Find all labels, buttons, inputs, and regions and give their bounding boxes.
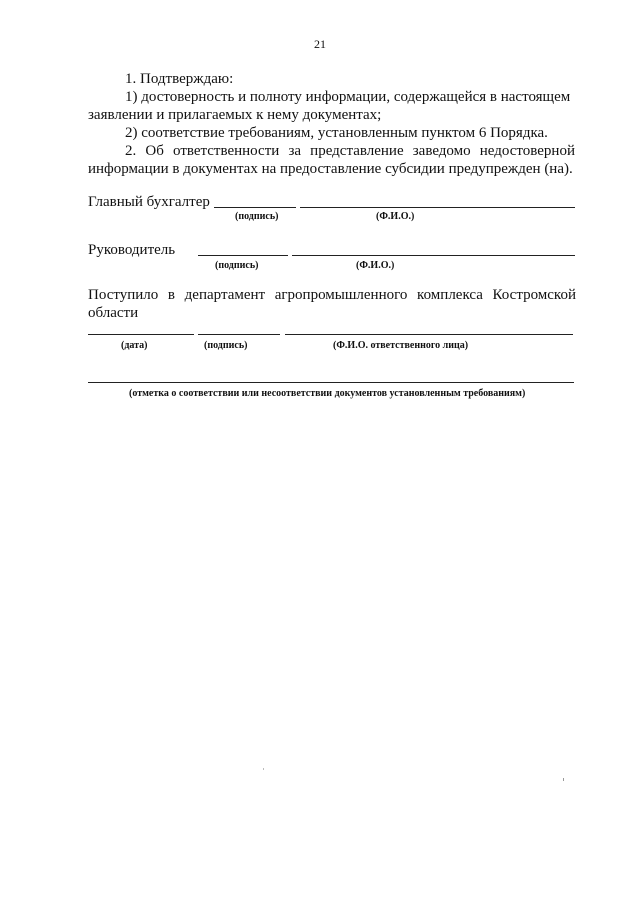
responsibility-line2: информации в документах на предоставление субсидии предупрежден (на). <box>88 161 573 177</box>
chief-accountant-name-line <box>300 207 575 208</box>
chief-accountant-label: Главный бухгалтер <box>88 194 210 210</box>
director-name-caption: (Ф.И.О.) <box>356 260 395 271</box>
confirmation-item1-line1: 1) достоверность и полноту информации, содержащейся в настоящем <box>125 89 571 105</box>
responsibility-line1: 2. Об ответственности за представление заведомо недостоверной <box>125 143 575 159</box>
received-name-line <box>285 334 573 335</box>
received-signature-caption: (подпись) <box>204 340 248 351</box>
compliance-line <box>88 382 574 383</box>
director-name-line <box>292 255 575 256</box>
received-name-caption: (Ф.И.О. ответственного лица) <box>333 340 469 351</box>
compliance-caption: (отметка о соответствии или несоответствии документов установленным требованиям) <box>129 388 526 399</box>
confirmation-item2: 2) соответствие требованиям, установленным пунктом 6 Порядка. <box>125 125 548 141</box>
chief-accountant-signature-caption: (подпись) <box>235 211 279 222</box>
received-signature-line <box>198 334 280 335</box>
chief-accountant-name-caption: (Ф.И.О.) <box>376 211 415 222</box>
scan-artifact <box>263 768 264 770</box>
director-signature-line <box>198 255 288 256</box>
director-signature-caption: (подпись) <box>215 260 259 271</box>
director-label: Руководитель <box>88 242 176 258</box>
received-date-line <box>88 334 194 335</box>
received-line2: области <box>88 305 139 321</box>
chief-accountant-signature-line <box>214 207 296 208</box>
received-date-caption: (дата) <box>121 340 148 351</box>
scan-artifact <box>563 778 564 781</box>
confirmation-item1-line2: заявлении и прилагаемых к нему документах; <box>88 107 382 123</box>
page-number: 21 <box>314 37 326 51</box>
received-line1: Поступило в департамент агропромышленного комплекса Костромской <box>88 287 576 303</box>
confirmation-heading: 1. Подтверждаю: <box>125 71 234 87</box>
